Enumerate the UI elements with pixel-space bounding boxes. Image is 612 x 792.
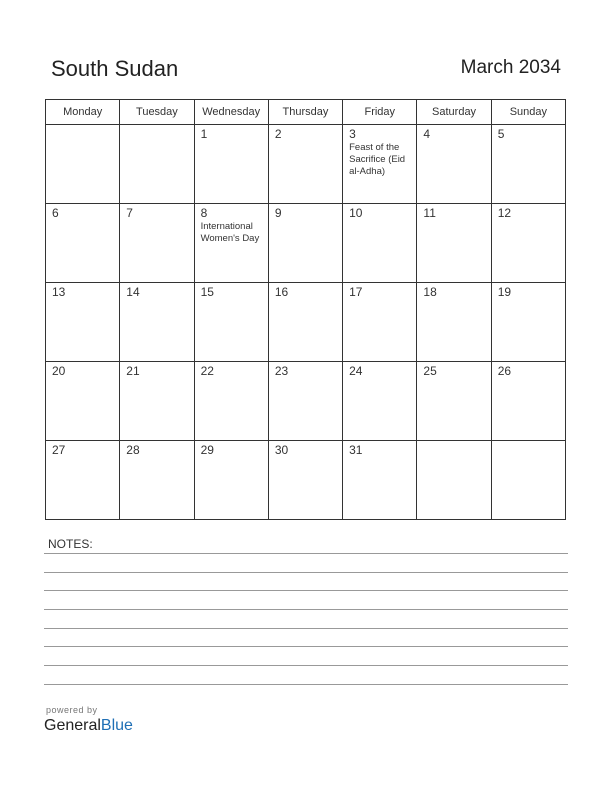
day-cell: [343, 283, 417, 362]
day-cell: [120, 362, 194, 441]
note-line: [44, 590, 568, 591]
day-cell: [120, 125, 194, 204]
day-number: 10: [349, 206, 363, 220]
day-cell: [491, 441, 565, 520]
day-cell: [268, 204, 342, 283]
day-number: 8: [200, 206, 208, 220]
day-number: 3: [349, 127, 356, 141]
day-cell: [268, 125, 342, 204]
note-line: [44, 628, 568, 629]
weekday-monday: Monday: [46, 100, 120, 125]
day-number: 13: [52, 285, 66, 299]
note-line: [44, 572, 568, 573]
notes-label: NOTES:: [48, 537, 93, 551]
day-number: 17: [349, 285, 363, 299]
day-cell: [46, 125, 120, 204]
day-cell: [491, 283, 565, 362]
day-cell: [120, 283, 194, 362]
day-cell: [46, 204, 120, 283]
weekday-wednesday: Wednesday: [194, 100, 268, 125]
day-cell: [343, 362, 417, 441]
day-number: 11: [423, 206, 436, 220]
day-number: 23: [274, 364, 289, 378]
day-cell: [194, 283, 268, 362]
week-row: [46, 283, 566, 362]
note-line: [44, 684, 568, 685]
day-cell: [268, 283, 342, 362]
day-number: 14: [126, 285, 140, 299]
day-number: 27: [52, 443, 66, 457]
week-row: [46, 362, 566, 441]
weekday-thursday: Thursday: [268, 100, 342, 125]
day-cell: [491, 362, 565, 441]
day-number: 21: [126, 364, 140, 378]
note-line: [44, 553, 568, 554]
day-cell: [194, 204, 268, 283]
note-line: [44, 646, 568, 647]
day-number: 24: [349, 364, 363, 378]
weekday-saturday: Saturday: [417, 100, 491, 125]
day-cell: [343, 125, 417, 204]
day-number: 28: [126, 443, 140, 457]
day-number: 19: [497, 285, 512, 299]
day-cell: [120, 441, 194, 520]
note-line: [44, 665, 568, 666]
day-cell: [491, 125, 565, 204]
day-number: 29: [200, 443, 214, 457]
day-number: 22: [200, 364, 214, 378]
day-number: 31: [349, 443, 363, 457]
day-number: 6: [52, 206, 59, 220]
day-cell: [194, 362, 268, 441]
day-number: 1: [200, 127, 208, 141]
day-number: 15: [200, 285, 214, 299]
day-number: 16: [274, 285, 289, 299]
day-cell: [46, 441, 120, 520]
day-cell: [268, 362, 342, 441]
weekday-header-row: [46, 100, 566, 125]
day-cell: [194, 125, 268, 204]
week-row: [46, 204, 566, 283]
weekday-sunday: Sunday: [491, 100, 565, 125]
day-number: 12: [497, 206, 512, 220]
day-cell: [343, 204, 417, 283]
day-cell: [417, 125, 491, 204]
day-cell: [194, 441, 268, 520]
day-number: 30: [274, 443, 289, 457]
day-number: 20: [52, 364, 66, 378]
brand-logo: [44, 717, 133, 735]
day-number: 9: [274, 206, 282, 220]
day-cell: [417, 204, 491, 283]
day-number: 25: [423, 364, 437, 378]
day-cell: [46, 283, 120, 362]
week-row: [46, 125, 566, 204]
day-cell: [417, 441, 491, 520]
weekday-friday: Friday: [343, 100, 417, 125]
brand-general: General: [44, 717, 101, 734]
country-title: South Sudan: [51, 56, 179, 81]
weekday-tuesday: Tuesday: [120, 100, 194, 125]
day-cell: [343, 441, 417, 520]
week-row: [46, 441, 566, 520]
note-line: [44, 609, 568, 610]
day-number: 26: [497, 364, 512, 378]
calendar-grid: [45, 99, 566, 520]
month-year-title: March 2034: [460, 57, 561, 78]
day-cell: [417, 362, 491, 441]
day-cell: [491, 204, 565, 283]
day-cell: [46, 362, 120, 441]
brand-blue: Blue: [100, 717, 133, 734]
day-cell: [417, 283, 491, 362]
day-number: 18: [423, 285, 437, 299]
day-number: 2: [274, 127, 282, 141]
day-number: 4: [423, 127, 431, 141]
holiday-event: Feast of the Sacrifice (Eid al-Adha): [349, 142, 406, 177]
day-number: 7: [126, 206, 133, 220]
day-cell: [120, 204, 194, 283]
day-cell: [268, 441, 342, 520]
day-number: 5: [497, 127, 505, 141]
powered-by-text: powered by: [46, 705, 98, 715]
holiday-event: International Women's Day: [200, 221, 260, 244]
